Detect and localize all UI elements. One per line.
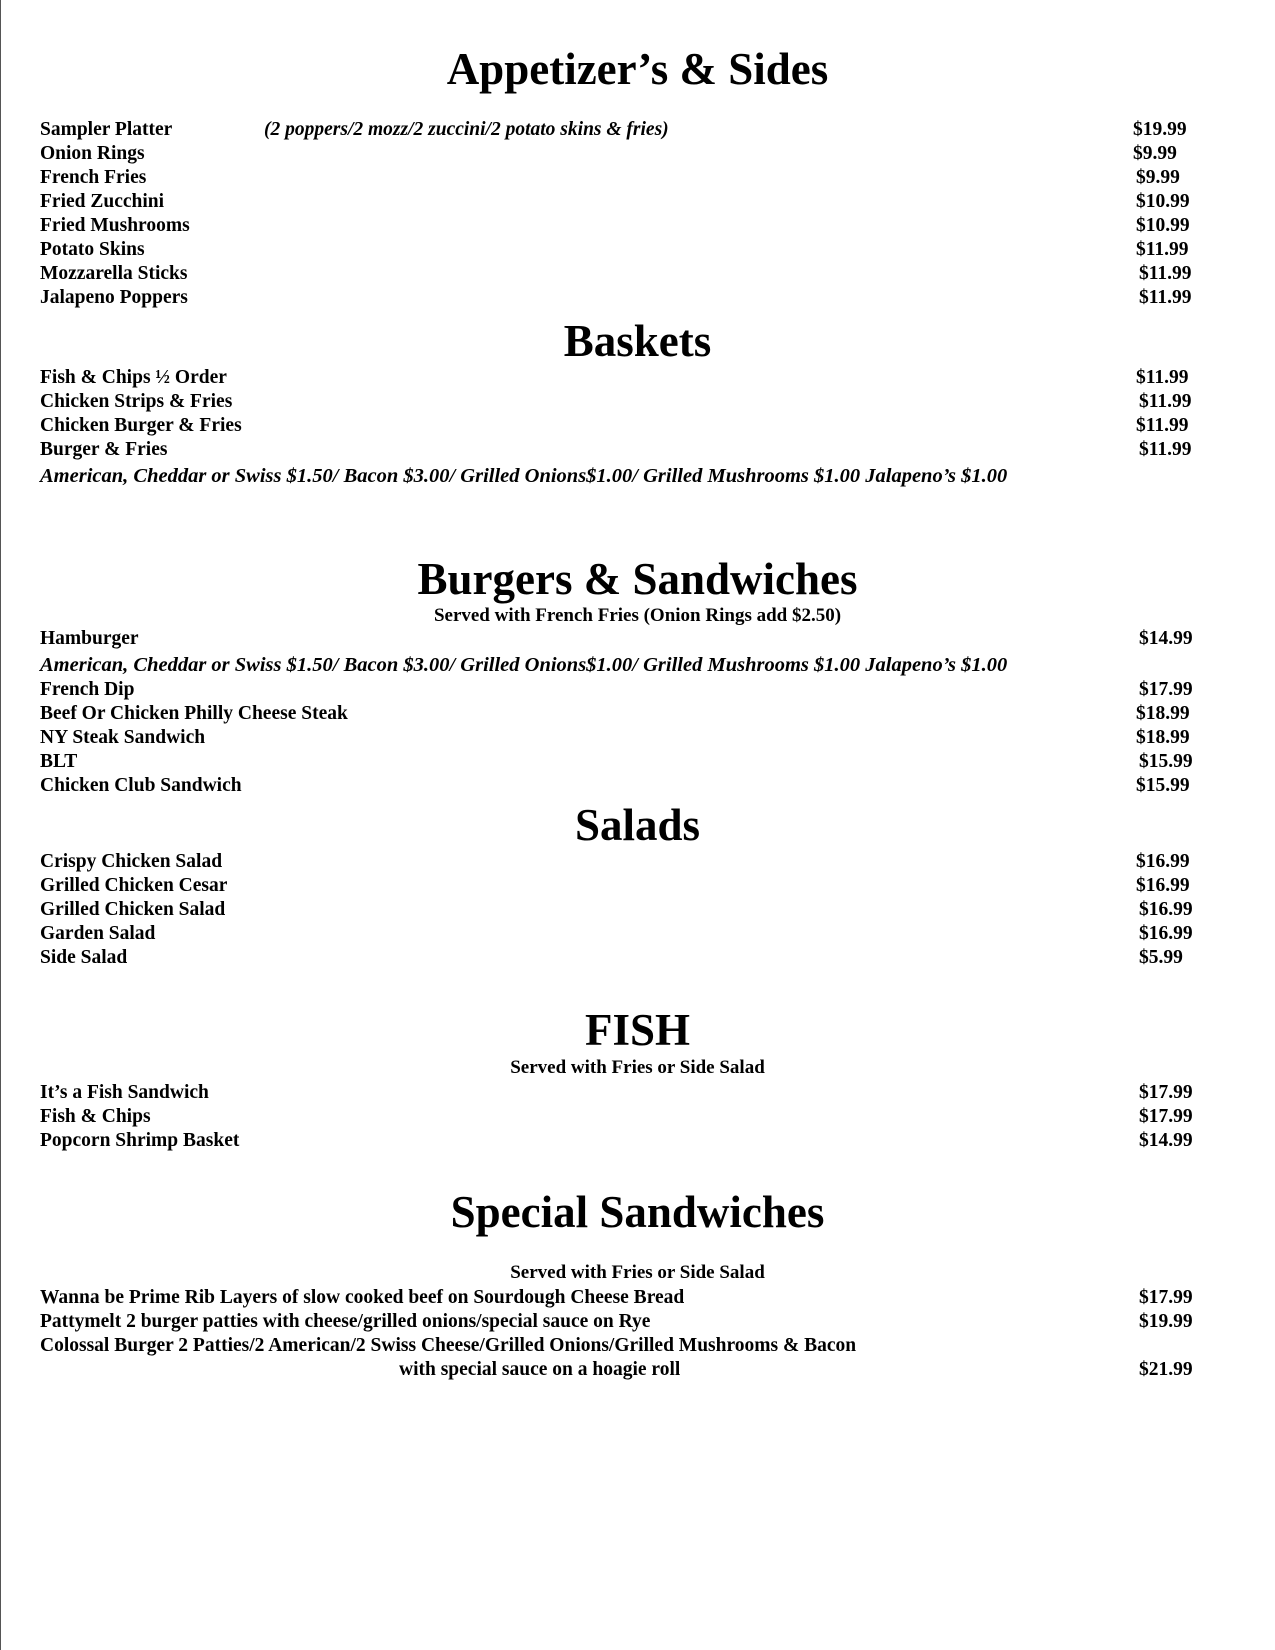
item-price: $17.99 [1139, 1082, 1193, 1103]
appetizers-heading: Appetizer’s & Sides [446, 44, 829, 94]
item-name: Beef Or Chicken Philly Cheese Steak [40, 703, 348, 724]
item-name: NY Steak Sandwich [40, 727, 206, 748]
item-price: $16.99 [1136, 875, 1190, 896]
item-price: $15.99 [1136, 775, 1190, 796]
item-price: $11.99 [1136, 367, 1189, 388]
special-heading: Special Sandwiches [450, 1187, 825, 1237]
item-price: $9.99 [1136, 167, 1180, 188]
item-price: $11.99 [1136, 415, 1189, 436]
menu-item [40, 190, 1200, 214]
item-name: Colossal Burger 2 Patties/2 American/2 Swiss Cheese/Grilled Onions/Grilled Mushrooms & Bacon [40, 1335, 857, 1356]
item-name: Chicken Club Sandwich [40, 775, 242, 796]
item-price: $17.99 [1139, 1287, 1193, 1308]
item-name: Wanna be Prime Rib Layers of slow cooked beef on Sourdough Cheese Bread [40, 1287, 685, 1308]
menu-item [40, 726, 1200, 750]
item-price: $11.99 [1139, 391, 1192, 412]
item-price: $17.99 [1139, 679, 1193, 700]
item-price: $15.99 [1139, 751, 1193, 772]
item-price: $10.99 [1136, 215, 1190, 236]
menu-item [40, 1081, 1200, 1105]
item-name: Chicken Burger & Fries [40, 415, 242, 436]
menu-item [40, 750, 1200, 774]
item-name: Hamburger [40, 628, 139, 649]
burgers-toppings-note: American, Cheddar or Swiss $1.50/ Bacon $3.00/ Grilled Onions$1.00/ Grilled Mushrooms $1.00 Jalapeno’s $1.00 [40, 654, 1008, 676]
menu-item [40, 946, 1200, 970]
item-price: $14.99 [1139, 1130, 1193, 1151]
salads-heading: Salads [574, 800, 701, 850]
menu-item [40, 1358, 1200, 1382]
item-name: Grilled Chicken Cesar [40, 875, 228, 896]
menu-item [40, 366, 1200, 390]
menu-item [40, 438, 1200, 462]
menu-item [40, 118, 1200, 142]
item-price: $11.99 [1139, 439, 1192, 460]
item-price: $14.99 [1139, 628, 1193, 649]
menu-item [40, 166, 1200, 190]
item-name: Fried Zucchini [40, 191, 165, 212]
fish-subtitle: Served with Fries or Side Salad [510, 1057, 765, 1078]
baskets-heading: Baskets [563, 316, 712, 366]
fish-heading: FISH [584, 1005, 691, 1055]
item-name: Side Salad [40, 947, 128, 968]
item-name: Jalapeno Poppers [40, 287, 188, 308]
menu-item [40, 1310, 1200, 1334]
item-name: Mozzarella Sticks [40, 263, 188, 284]
menu-item [40, 390, 1200, 414]
item-name: with special sauce on a hoagie roll [399, 1359, 681, 1380]
item-price: $18.99 [1136, 727, 1190, 748]
menu-item [40, 627, 1200, 651]
menu-item [40, 678, 1200, 702]
menu-item [40, 1129, 1200, 1153]
item-price: $16.99 [1139, 923, 1193, 944]
item-price: $19.99 [1133, 119, 1187, 140]
item-price: $16.99 [1139, 899, 1193, 920]
burgers-heading: Burgers & Sandwiches [417, 554, 858, 604]
item-price: $21.99 [1139, 1359, 1193, 1380]
item-price: $10.99 [1136, 191, 1190, 212]
item-name: Sampler Platter [40, 119, 173, 140]
menu-item [40, 262, 1200, 286]
menu-item [40, 850, 1200, 874]
menu-item [40, 1105, 1200, 1129]
item-name: Pattymelt 2 burger patties with cheese/grilled onions/special sauce on Rye [40, 1311, 651, 1332]
item-name: Fish & Chips ½ Order [40, 367, 227, 388]
item-name: Grilled Chicken Salad [40, 899, 226, 920]
menu-item [40, 774, 1200, 798]
item-price: $19.99 [1139, 1311, 1193, 1332]
item-price: $18.99 [1136, 703, 1190, 724]
item-name: Crispy Chicken Salad [40, 851, 223, 872]
special-subtitle: Served with Fries or Side Salad [510, 1262, 765, 1283]
menu-item [40, 898, 1200, 922]
menu-item [40, 922, 1200, 946]
item-name: Fried Mushrooms [40, 215, 190, 236]
baskets-toppings-note: American, Cheddar or Swiss $1.50/ Bacon $3.00/ Grilled Onions$1.00/ Grilled Mushrooms $1.00 Jalapeno’s $1.00 [40, 465, 1008, 487]
menu-item [40, 1334, 1200, 1358]
item-description: (2 poppers/2 mozz/2 zuccini/2 potato skins & fries) [264, 119, 669, 140]
item-name: It’s a Fish Sandwich [40, 1082, 209, 1103]
item-name: French Dip [40, 679, 135, 700]
item-price: $16.99 [1136, 851, 1190, 872]
item-name: Fish & Chips [40, 1106, 151, 1127]
item-price: $11.99 [1136, 239, 1189, 260]
menu-item [40, 702, 1200, 726]
menu-item [40, 414, 1200, 438]
menu-item [40, 286, 1200, 310]
item-price: $11.99 [1139, 263, 1192, 284]
item-price: $5.99 [1139, 947, 1183, 968]
item-name: Chicken Strips & Fries [40, 391, 233, 412]
item-price: $9.99 [1133, 143, 1177, 164]
menu-item [40, 214, 1200, 238]
item-name: Garden Salad [40, 923, 156, 944]
item-price: $11.99 [1139, 287, 1192, 308]
item-name: Burger & Fries [40, 439, 168, 460]
item-price: $17.99 [1139, 1106, 1193, 1127]
menu-item [40, 238, 1200, 262]
item-name: Popcorn Shrimp Basket [40, 1130, 240, 1151]
item-name: Potato Skins [40, 239, 145, 260]
item-name: French Fries [40, 167, 147, 188]
menu-item [40, 874, 1200, 898]
menu-item [40, 142, 1200, 166]
menu-item [40, 1286, 1200, 1310]
item-name: BLT [40, 751, 78, 772]
item-name: Onion Rings [40, 143, 145, 164]
burgers-subtitle: Served with French Fries (Onion Rings add $2.50) [433, 605, 842, 626]
